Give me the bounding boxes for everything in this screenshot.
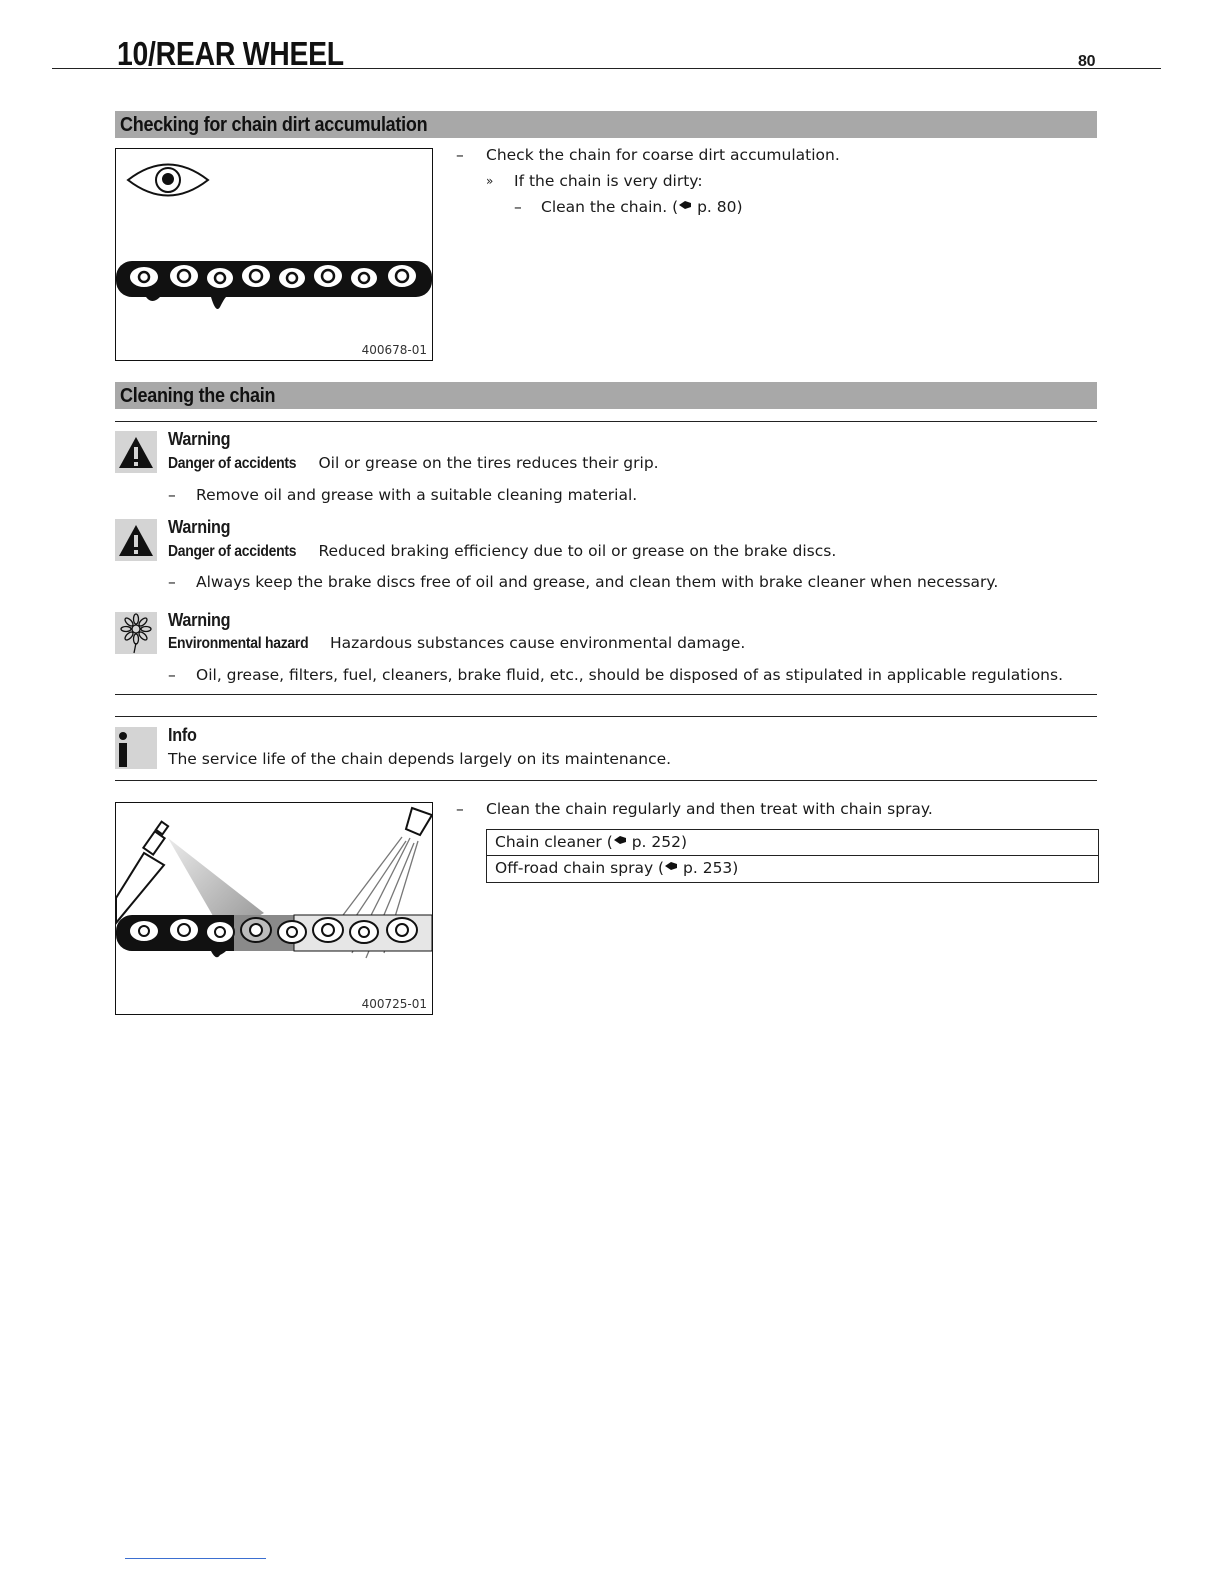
warning-text: Hazardous substances cause environmental damage. [329, 634, 746, 652]
ref-page: p. 80) [692, 198, 743, 216]
list-dash: – [514, 198, 522, 216]
warning-label: Danger of accidents [168, 543, 297, 560]
dirty-chain-graphic [116, 261, 432, 309]
warning-action: Remove oil and grease with a suitable cleaning material. [196, 486, 638, 504]
info-text: The service life of the chain depends largely on its maintenance. [168, 750, 672, 768]
info-icon [115, 727, 157, 769]
eye-icon [128, 165, 208, 196]
warning-title: Warning [168, 429, 231, 449]
warning-action: Always keep the brake discs free of oil and grease, and clean them with brake cleaner when necessary. [196, 573, 999, 591]
ref-prefix: Clean the chain. ( [541, 198, 679, 216]
ref-page: p. 253) [678, 859, 739, 877]
section-title: Checking for chain dirt accumulation [120, 114, 428, 136]
footer-link-underline[interactable] [125, 1558, 266, 1559]
material-name: Off-road chain spray ( [495, 859, 665, 877]
warning-body [168, 541, 836, 562]
warning-text: Reduced braking efficiency due to oil or grease on the brake discs. [318, 542, 837, 560]
materials-table [486, 829, 1099, 883]
warning-triangle-icon [115, 519, 157, 561]
figure-dirty-chain [115, 148, 433, 361]
pointing-hand-icon [678, 200, 692, 210]
water-nozzle-icon [406, 808, 432, 835]
divider [115, 716, 1097, 717]
header-rule [52, 68, 1161, 69]
divider [115, 780, 1097, 781]
section-title: Cleaning the chain [120, 385, 276, 407]
list-dash: – [168, 573, 176, 591]
section-heading-cleaning [115, 382, 1097, 409]
pointing-hand-icon [613, 835, 627, 845]
spray-can-icon [116, 822, 168, 923]
warning-title: Warning [168, 610, 231, 630]
step-clean-chain-link[interactable] [541, 197, 743, 217]
table-row[interactable] [487, 830, 1098, 856]
list-dash: – [168, 486, 176, 504]
section-heading-checking [115, 111, 1097, 138]
warning-body [168, 633, 745, 654]
chain-graphic [116, 915, 432, 957]
page-number: 80 [1078, 53, 1096, 70]
material-name: Chain cleaner ( [495, 833, 613, 851]
pointing-hand-icon [664, 861, 678, 871]
chain-illustration [116, 149, 432, 360]
flower-environment-icon [115, 612, 157, 654]
step-if-dirty: If the chain is very dirty: [514, 172, 703, 190]
table-row[interactable] [487, 856, 1098, 882]
step-check-dirt: Check the chain for coarse dirt accumulation. [486, 146, 840, 164]
warning-body [168, 453, 659, 474]
warning-text: Oil or grease on the tires reduces their grip. [318, 454, 659, 472]
chain-cleaning-illustration [116, 803, 432, 1014]
chapter-title: 10/REAR WHEEL [117, 35, 344, 72]
warning-triangle-icon [115, 431, 157, 473]
ref-page: p. 252) [626, 833, 688, 851]
figure-clean-chain [115, 802, 433, 1015]
step-clean-regularly: Clean the chain regularly and then treat with chain spray. [486, 800, 933, 818]
divider [115, 421, 1097, 422]
figure-code: 400678-01 [361, 343, 427, 357]
list-dash: – [456, 146, 464, 164]
bullet-marker: » [486, 174, 494, 188]
warning-title: Warning [168, 517, 231, 537]
list-dash: – [168, 666, 176, 684]
list-dash: – [456, 800, 464, 818]
warning-label: Danger of accidents [168, 455, 297, 472]
warning-action: Oil, grease, filters, fuel, cleaners, brake fluid, etc., should be disposed of as stipulated in applicable regulations. [196, 666, 1064, 684]
warning-label: Environmental hazard [168, 635, 309, 652]
divider [115, 694, 1097, 695]
figure-code: 400725-01 [361, 997, 427, 1011]
info-title: Info [168, 725, 197, 745]
